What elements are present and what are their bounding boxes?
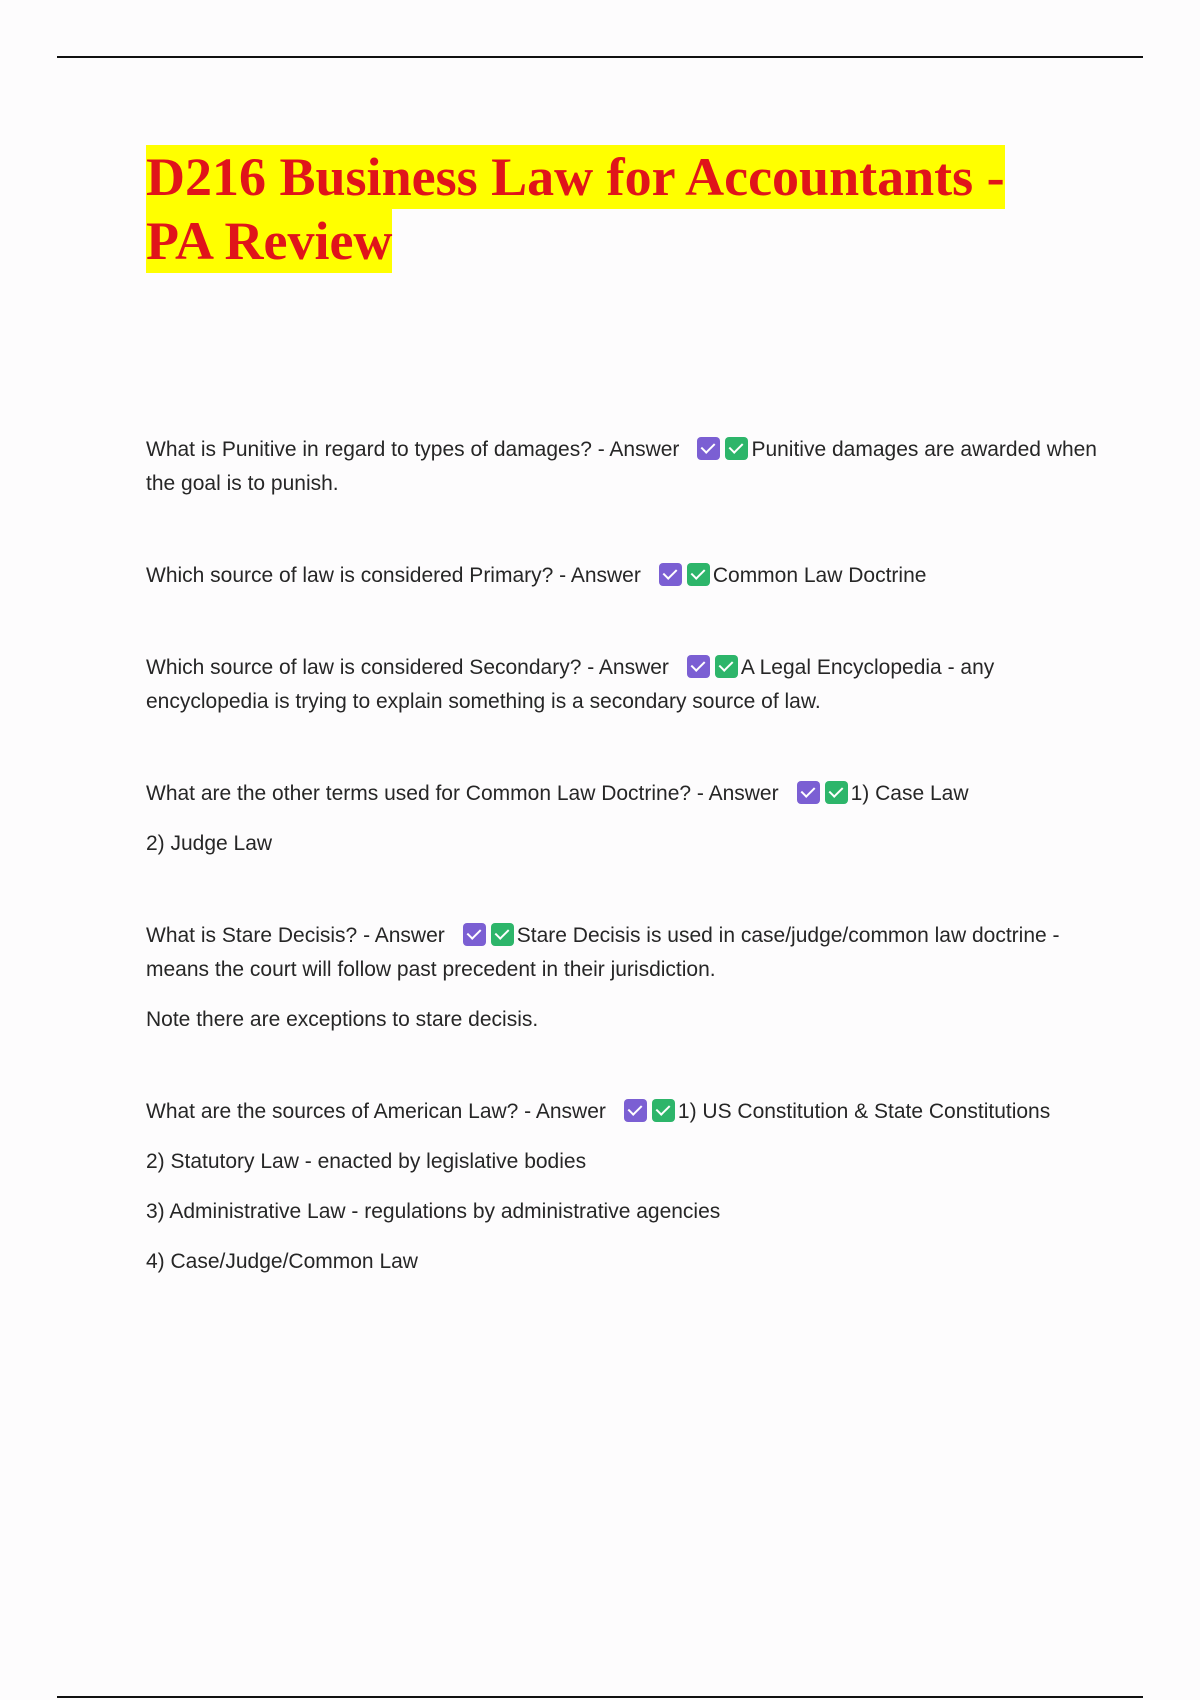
document-title [146,145,1101,273]
purple-checkbox-icon [697,437,720,460]
answer-text: Punitive damages are awarded when the goal is to punish. [146,438,1097,495]
answer-text: 1) Case Law [850,782,969,805]
green-checkmark-icon [725,437,748,460]
qa-item [146,651,1101,719]
answer-line: 2) Judge Law [146,832,273,855]
purple-checkbox-icon [624,1099,647,1122]
green-checkmark-icon [687,563,710,586]
title-line-1: D216 Business Law for Accountants - [146,147,1005,207]
question-text: What is Punitive in regard to types of damages? - Answer [146,438,680,461]
document-body [146,145,1101,1279]
top-rule [57,56,1143,58]
question-text: Which source of law is considered Secondary? - Answer [146,656,669,679]
title-line-2: PA Review [146,211,393,271]
qa-item [146,1095,1101,1279]
answer-line: 4) Case/Judge/Common Law [146,1250,418,1273]
qa-item [146,777,1101,861]
purple-checkbox-icon [797,781,820,804]
answer-text: A Legal Encyclopedia - any encyclopedia is trying to explain something is a secondary source of law. [146,656,995,713]
answer-text: 1) US Constitution & State Constitutions [677,1100,1051,1123]
purple-checkbox-icon [659,563,682,586]
question-text: What is Stare Decisis? - Answer [146,924,445,947]
purple-checkbox-icon [687,655,710,678]
answer-note: Note there are exceptions to stare decisis. [146,1008,539,1031]
green-checkmark-icon [652,1099,675,1122]
question-text: What are the other terms used for Common Law Doctrine? - Answer [146,782,779,805]
qa-item [146,919,1101,1037]
qa-list [146,433,1101,1279]
answer-line: 3) Administrative Law - regulations by administrative agencies [146,1200,721,1223]
answer-line: 2) Statutory Law - enacted by legislative bodies [146,1150,587,1173]
question-text: What are the sources of American Law? - Answer [146,1100,606,1123]
green-checkmark-icon [715,655,738,678]
bottom-rule [57,1696,1143,1698]
question-text: Which source of law is considered Primary? - Answer [146,564,641,587]
qa-item [146,559,1101,593]
qa-item [146,433,1101,501]
purple-checkbox-icon [463,923,486,946]
answer-text: Stare Decisis is used in case/judge/common law doctrine - means the court will follow past precedent in their jurisdiction. [146,924,1060,981]
green-checkmark-icon [825,781,848,804]
answer-text: Common Law Doctrine [712,564,927,587]
green-checkmark-icon [491,923,514,946]
